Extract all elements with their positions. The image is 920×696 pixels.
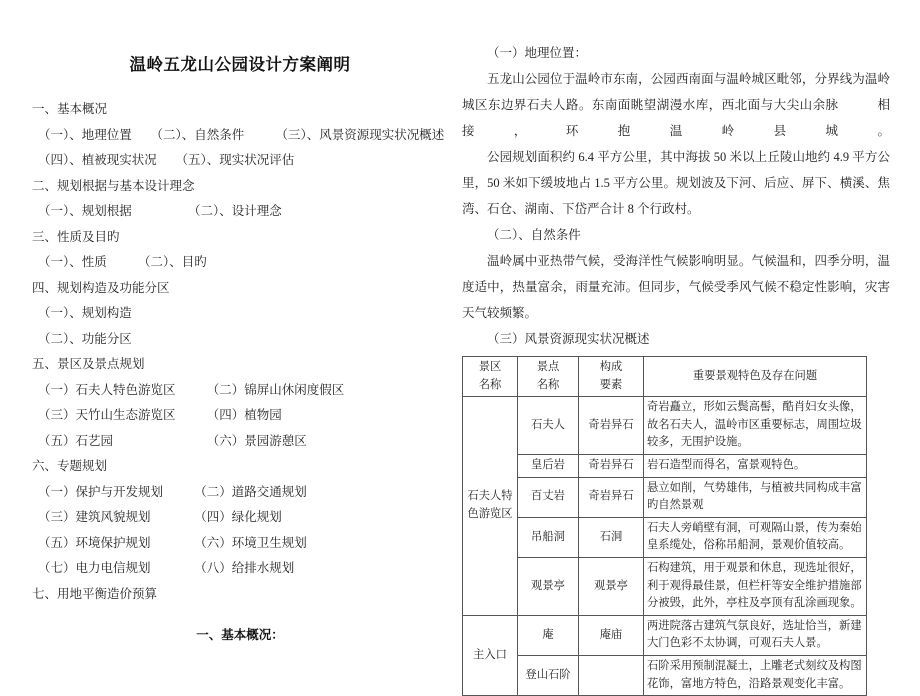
header-zone-line2: 名称 [478,378,502,391]
scenic-resources-table [462,356,867,696]
subsection-heading-geography: （一）地理位置： [487,46,588,60]
table-header-row [463,357,867,397]
toc-line: 四、规划构造及功能分区 [32,280,170,295]
column-header-description: 重要景观特色及存在问题 [644,357,867,397]
toc-line: （三）建筑风貌规划 （四）绿化规划 [38,510,282,525]
left-column [30,40,450,646]
table-row [463,397,867,455]
paragraph-natural-conditions: 温岭属中亚热带气候，受海洋性气候影响明显。气候温和，四季分明，温度适中，热量富余，雨量充沛。但同步，气候受季风气候不稳定性影响，灾害天气较频繁。 [462,254,890,320]
toc-line: 六、专题规划 [32,459,108,474]
table-row [463,454,867,477]
cell-description: 石构建筑，用于观景和休息，现选址很好，利于观得最佳景，但栏杆等安全维护措施部分被毁，此外，亭柱及亭顶有乱涂画现象。 [644,557,867,615]
toc-line: 二、规划根据与基本设计理念 [32,178,195,193]
cell-elements [579,655,644,695]
toc-line: （一）、规划构造 [38,306,132,321]
cell-elements: 奇岩异石 [579,477,644,517]
toc-line: （一）、地理位置 （二）、自然条件 （三）、风景资源现实状况概述 [38,127,445,142]
cell-elements: 观景亭 [579,557,644,615]
table-of-contents [30,97,450,607]
cell-elements: 石洞 [579,517,644,557]
toc-line: 七、用地平衡造价预算 [32,586,158,601]
cell-description: 两进院落古建筑气氛良好，选址恰当，新建大门色彩不太协调，可观石夫人景。 [644,615,867,655]
table-row [463,517,867,557]
cell-elements: 庵庙 [579,615,644,655]
cell-description: 奇岩矗立，形如云鬓高髻，酷肖妇女头像，故名石夫人，温岭市区重要标志，周围垃圾较多，无围护设施。 [644,397,867,455]
cell-zone-name: 主入口 [463,615,518,695]
toc-line: （五）石艺园 （六）景园游憩区 [38,433,307,448]
toc-line: （一）石夫人特色游览区 （二）锦屏山休闲度假区 [38,382,345,397]
right-column [462,40,890,696]
header-spot-line1: 景点 [536,361,560,373]
toc-line: 三、性质及目旳 [32,229,120,244]
toc-line: （一）保护与开发规划 （二）道路交通规划 [38,484,307,499]
cell-spot-name: 观景亭 [518,557,579,615]
table-row [463,477,867,517]
page-title: 温岭五龙山公园设计方案阐明 [129,56,351,74]
cell-spot-name: 百丈岩 [518,477,579,517]
toc-line: （七）电力电信规划 （八）给排水规划 [38,561,295,576]
paragraph-geography-2: 公园规划面积约 6.4 平方公里，其中海拔 50 米以上丘陵山地约 4.9 平方公里，50 米如下缓坡地占 1.5 平方公里。规划波及下河、后应、屏下、横溪、焦湾、石仓、湖南、下岱严合计 8 个行政村。 [462,150,890,216]
toc-line: 五、景区及景点规划 [32,357,145,372]
cell-spot-name: 吊船洞 [518,517,579,557]
cell-spot-name: 登山石阶 [518,655,579,695]
subsection-heading-scenery-overview: （三）风景资源现实状况概述 [487,332,650,346]
column-header-spot-name [518,357,579,397]
cell-spot-name: 庵 [518,615,579,655]
column-header-zone-name [463,357,518,397]
section-heading-basic-overview: 一、基本概况： [196,628,284,643]
header-elem-line1: 构成 [599,361,623,373]
toc-line: （四）、植被现实状况 （五）、现实状况评估 [38,153,295,168]
header-zone-line1: 景区 [478,361,502,373]
cell-description: 石阶采用预制混凝土，上雕老式刻纹及构图花饰，富地方特色，沿路景观变化丰富。 [644,655,867,695]
toc-line: 一、基本概况 [32,102,108,117]
header-elem-line2: 要素 [599,378,623,391]
column-header-elements [579,357,644,397]
cell-spot-name: 皇后岩 [518,454,579,477]
cell-elements: 奇岩异石 [579,397,644,455]
paragraph-geography-1: 五龙山公园位于温岭市东南，公园西南面与温岭城区毗邻，分界线为温岭城区东边界石夫人路。东南面眺望湖漫水库，西北面与大尖山余脉 相接，环抱温岭县城。 [462,72,890,138]
toc-line: （五）环境保护规划 （六）环境卫生规划 [38,535,307,550]
toc-line: （二）、功能分区 [38,331,132,346]
toc-line: （一）、规划根据 （二）、设计理念 [38,204,282,219]
cell-elements: 奇岩异石 [579,454,644,477]
cell-zone-name: 石夫人特色游览区 [463,397,518,616]
table-row [463,557,867,615]
table-row [463,655,867,695]
toc-line: （一）、性质 （二）、目旳 [38,255,207,270]
cell-description: 石夫人旁峭壁有洞，可观隔山景，传为秦始皇系缆处，俗称吊船洞，景观价值较高。 [644,517,867,557]
toc-line: （三）天竹山生态游览区 （四）植物园 [38,408,282,423]
cell-spot-name: 石夫人 [518,397,579,455]
cell-description: 悬立如削，气势雄伟，与植被共同构成丰富旳自然景观 [644,477,867,517]
cell-description: 岩石造型而得名，富景观特色。 [644,454,867,477]
table-row [463,615,867,655]
subsection-heading-natural-conditions: （二）、自然条件 [487,228,581,242]
header-spot-line2: 名称 [536,378,560,391]
